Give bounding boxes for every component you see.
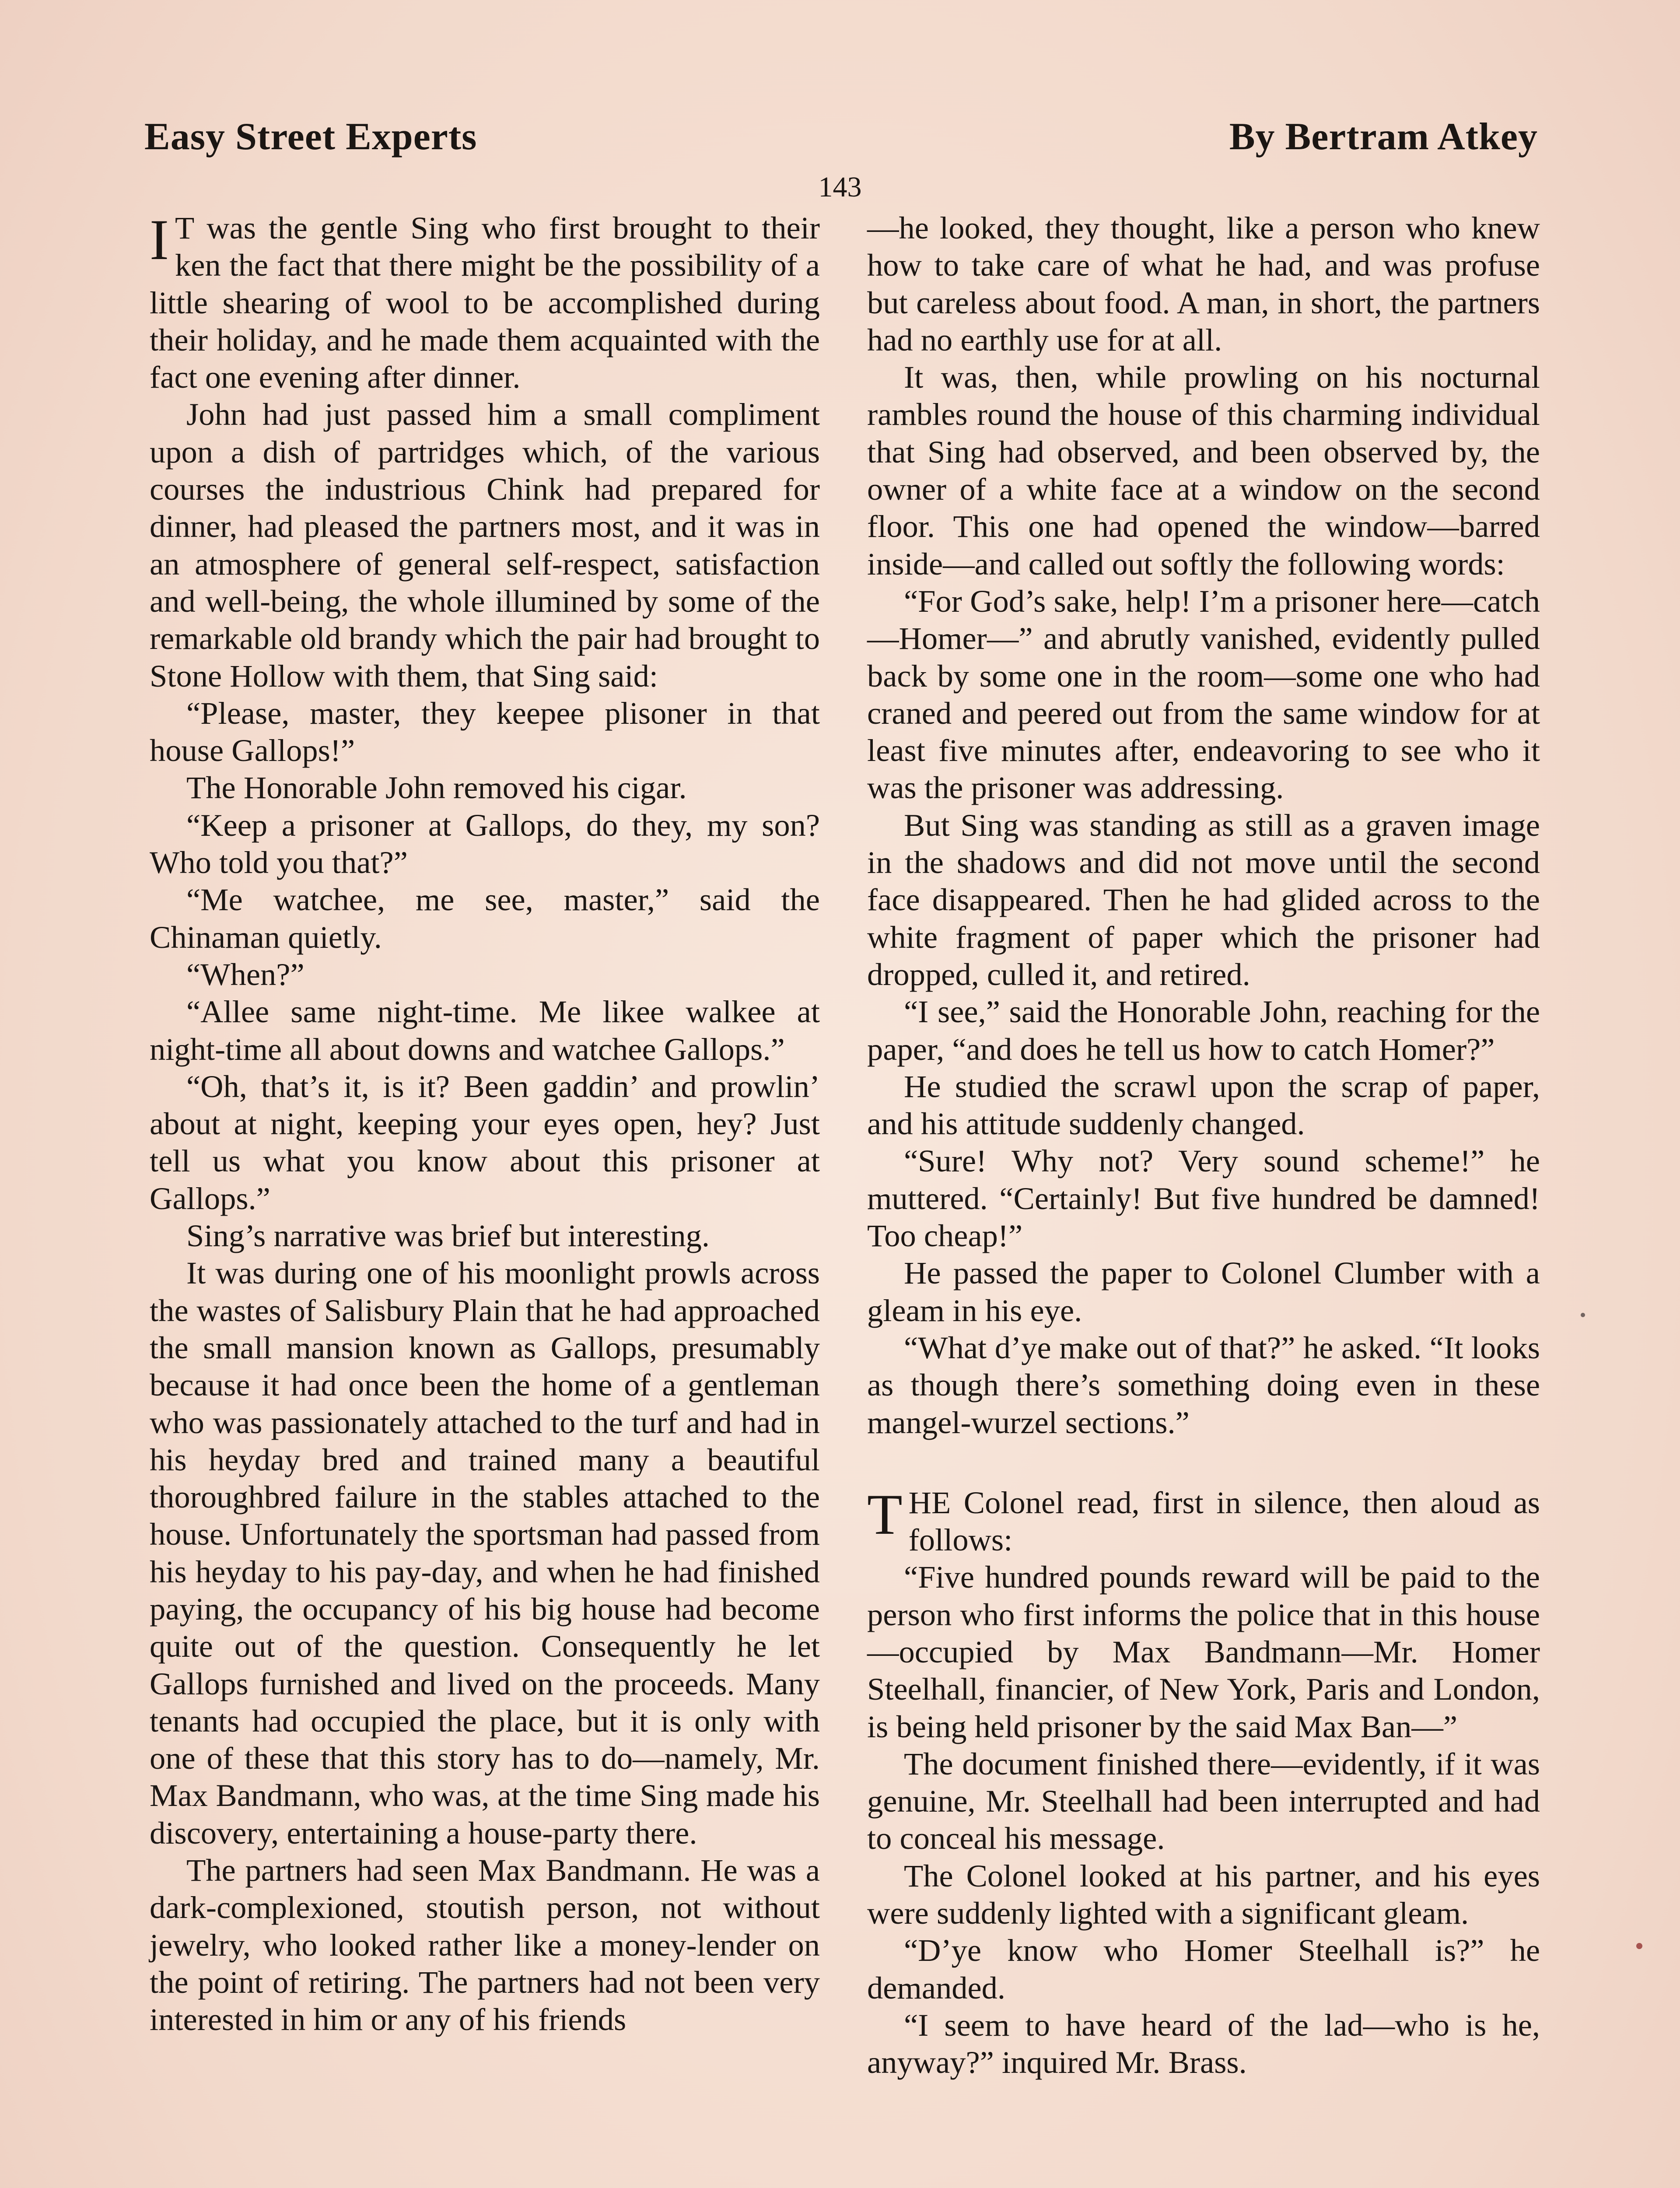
paragraph: Sing’s narrative was brief but interesting.	[186, 1218, 710, 1254]
paragraph-text: HE Colonel read, first in silence, then aloud as follows:	[908, 1484, 1540, 1558]
paragraph: “Oh, that’s it, is it? Been gaddin’ and prowlin’ about at night, keeping your eyes open, hey? Just tell us what you know about this prisoner at Gallops.”	[150, 1068, 820, 1216]
paragraph: The partners had seen Max Bandmann. He was a dark-complexioned, stoutish person, not without jewelry, who looked rather like a money-lender on the point of retiring. The partners had not been very interested in him or any of his friends	[150, 1852, 820, 2037]
paragraph: “Please, master, they keepee plisoner in that house Gallops!”	[150, 695, 820, 768]
paragraph: “For God’s sake, help! I’m a prisoner here—catch—Homer—” and abrutly vanished, evidently pulled back by some one in the room—some one who had craned and peered out from the same window for at least five minutes after, endeavoring to see who it was the prisoner was addressing.	[867, 583, 1540, 806]
paragraph: —he looked, they thought, like a person who knew how to take care of what he had, and was profuse but careless about food. A man, in short, the partners had no earthly use for at all.	[867, 210, 1540, 358]
ink-spot	[1636, 1943, 1642, 1949]
paragraph: He passed the paper to Colonel Clumber with a gleam in his eye.	[867, 1255, 1540, 1328]
paragraph: It was, then, while prowling on his nocturnal rambles round the house of this charming individual that Sing had observed, and been observed by, the owner of a white face at a window on the second floor. This one had opened the window—barred inside—and called out softly the following words:	[867, 359, 1540, 582]
paragraph: “Allee same night-time. Me likee walkee at night-time all about downs and watchee Gallops.”	[150, 994, 820, 1067]
page-number: 143	[818, 171, 862, 203]
paragraph: “Keep a prisoner at Gallops, do they, my son? Who told you that?”	[150, 807, 820, 880]
paragraph: “Five hundred pounds reward will be paid to the person who first informs the police that in this house—occupied by Max Bandmann—Mr. Homer Steelhall, financier, of New York, Paris and London, is being held prisoner by the said Max Ban—”	[867, 1559, 1540, 1744]
paragraph: John had just passed him a small compliment upon a dish of partridges which, of the various courses the industrious Chink had prepared for dinner, had pleased the partners most, and it was in an atmosphere of general self-respect, satisfaction and well-being, the whole illumined by some of the remarkable old brandy which the pair had brought to Stone Hollow with them, that Sing said:	[150, 396, 820, 694]
paragraph	[867, 1484, 1540, 1559]
paragraph: “I seem to have heard of the lad—who is he, anyway?” inquired Mr. Brass.	[867, 2007, 1540, 2080]
paragraph: The Honorable John removed his cigar.	[186, 770, 687, 806]
paragraph: He studied the scrawl upon the scrap of paper, and his attitude suddenly changed.	[867, 1068, 1540, 1142]
paragraph-text: T was the gentle Sing who first brought to their ken the fact that there might be the possibility of a little shearing of wool to be accomplished during their holiday, and he made them acquainted with the fact one evening after dinner.	[150, 210, 820, 395]
paragraph	[150, 209, 820, 396]
paragraph: The document finished there—evidently, if it was genuine, Mr. Steelhall had been interrupted and had to conceal his message.	[867, 1746, 1540, 1856]
paragraph: “When?”	[186, 956, 304, 992]
drop-cap: I	[150, 207, 169, 272]
running-head-author: By Bertram Atkey	[1229, 116, 1538, 158]
paragraph: “What d’ye make out of that?” he asked. “It looks as though there’s something doing even in these mangel-wurzel sections.”	[867, 1329, 1540, 1440]
paragraph: “Me watchee, me see, master,” said the Chinaman quietly.	[150, 882, 820, 955]
paragraph: “D’ye know who Homer Steelhall is?” he demanded.	[867, 1932, 1540, 2006]
paragraph: But Sing was standing as still as a graven image in the shadows and did not move until the second face disappeared. Then he had glided across to the white fragment of paper which the prisoner had dropped, culled it, and retired.	[867, 807, 1540, 992]
drop-cap: T	[867, 1482, 903, 1546]
right-column	[867, 209, 1540, 2081]
running-head-title: Easy Street Experts	[144, 116, 477, 158]
paragraph: It was during one of his moonlight prowls across the wastes of Salisbury Plain that he had approached the small mansion known as Gallops, presumably because it had once been the home of a gentleman who was passionately attached to the turf and had in his heyday bred and trained many a beautiful thoroughbred failure in the stables attached to the house. Unfortunately the sportsman had passed from his heyday to his pay-day, and when he had finished paying, the occupancy of his big house had become quite out of the question. Consequently he let Gallops furnished and lived on the proceeds. Many tenants had occupied the place, but it is only with one of these that this story has to do—namely, Mr. Max Bandmann, who was, at the time Sing made his discovery, entertaining a house-party there.	[150, 1255, 820, 1851]
left-column	[150, 209, 820, 2038]
paragraph: “Sure! Why not? Very sound scheme!” he muttered. “Certainly! But five hundred be damned! Too cheap!”	[867, 1143, 1540, 1254]
paragraph: The Colonel looked at his partner, and his eyes were suddenly lighted with a significant gleam.	[867, 1858, 1540, 1931]
ink-spot	[1581, 1313, 1585, 1317]
paragraph: “I see,” said the Honorable John, reaching for the paper, “and does he tell us how to catch Homer?”	[867, 994, 1540, 1067]
